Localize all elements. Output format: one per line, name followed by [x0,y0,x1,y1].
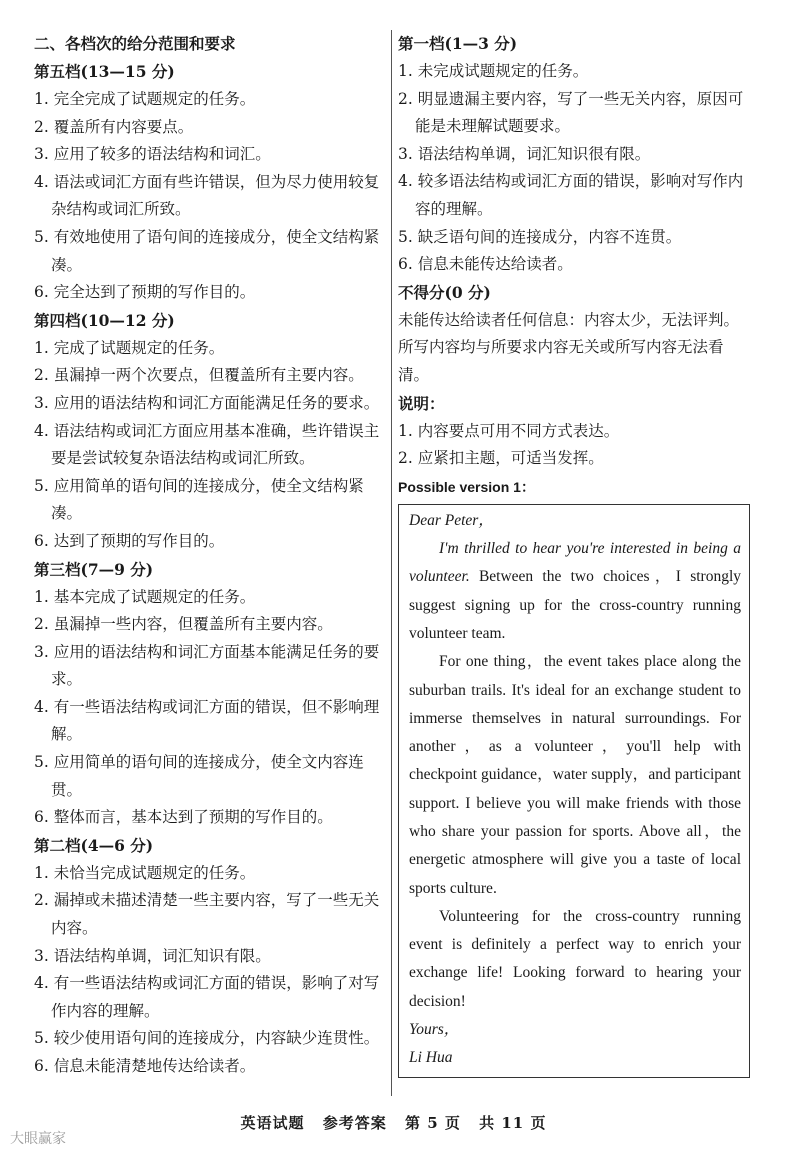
criteria-item: 6. 信息未能清楚地传达给读者。 [34,1057,256,1075]
criteria-item: 6. 整体而言，基本达到了预期的写作目的。 [34,808,333,827]
criteria-item: 1. 基本完成了试题规定的任务。 [34,587,256,606]
left-column [34,30,386,1081]
criteria-item: 4. 有一些语法结构或词汇方面的错误，影响了对写作内容的理解。 [34,974,380,1020]
zero-score-title: 不得分(0 分) [398,282,491,302]
criteria-item: 5. 有效地使用了语句间的连接成分，使全文结构紧凑。 [34,227,380,274]
criteria-item: 4. 较多语法结构或词汇方面的错误，影响对写作内容的理解。 [398,172,744,218]
criteria-item: 3. 应用的语法结构和词汇方面基本能满足任务的要求。 [34,642,380,689]
criteria-item: 3. 应用的语法结构和词汇方面能满足任务的要求。 [34,393,380,412]
letter-paragraph-1-italic: I'm thrilled to hear you're interested in being a volunteer. [409,540,741,586]
sample-letter [398,504,750,1078]
tier-title: 第四档(10—12 分) [34,310,175,330]
criteria-item: 5. 应用简单的语句间的连接成分，使全文结构紧凑。 [34,476,364,523]
footer-subject: 英语试题 [240,1114,305,1132]
criteria-item: 6. 达到了预期的写作目的。 [34,531,225,550]
criteria-item: 5. 较少使用语句间的连接成分，内容缺少连贯性。 [34,1029,380,1048]
note-item: 2. 应紧扣主题，可适当发挥。 [398,449,604,468]
tier-title: 第二档(4—6 分) [34,835,154,855]
criteria-item: 4. 语法或词汇方面有些许错误，但为尽力使用较复杂结构或词汇所致。 [34,172,380,219]
criteria-item: 2. 覆盖所有内容要点。 [34,117,194,136]
version-title: Possible version 1： [398,478,535,495]
letter-paragraph-3: Volunteering for the cross-country running event is definitely a perfect way to enrich your exchange life! Looking forward to hearing your decision! [409,907,741,1010]
criteria-item: 2. 虽漏掉一两个次要点，但覆盖所有主要内容。 [34,366,364,385]
letter-paragraph-2: For one thing，the event takes place along the suburban trails. It's ideal for an exchange student to immerse themselves in natural surroundings. For another，as a volunteer，you'll help with checkpoint guidance，water supply，and participant support. I believe you will make friends with those who share your passion for sports. Above all，the energetic atmosphere will give you a taste of local sports culture. [409,653,741,897]
footer-page: 第 5 页 [405,1114,461,1132]
letter-salutation: Dear Peter， [409,511,494,529]
tier-4 [34,307,386,556]
footer-total: 共 11 页 [479,1114,547,1132]
criteria-item: 3. 应用了较多的语法结构和词汇。 [34,145,271,164]
criteria-item: 1. 完成了试题规定的任务。 [34,338,225,357]
page-footer [0,1112,787,1133]
letter-paragraph-1-rest: Between the two choices，I strongly suggest signing up for the cross-country running volunteer team. [409,568,741,642]
criteria-item: 1. 未恰当完成试题规定的任务。 [34,863,256,882]
criteria-item: 4. 语法结构或词汇方面应用基本准确，些许错误主要是尝试较复杂语法结构或词汇所致。 [34,421,380,468]
tier-1 [398,30,750,279]
zero-score-text: 未能传达给读者任何信息：内容太少，无法评判。所写内容均与所要求内容无关或所写内容无法看清。 [398,310,740,384]
criteria-item: 1. 完全完成了试题规定的任务。 [34,90,256,108]
tier-5 [34,58,386,307]
criteria-item: 2. 虽漏掉一些内容，但覆盖所有主要内容。 [34,615,333,634]
criteria-item: 5. 应用简单的语句间的连接成分，使全文内容连贯。 [34,753,364,799]
tier-title: 第一档(1—3 分) [398,34,518,53]
tier-3 [34,556,386,832]
section-title: 二、各档次的给分范围和要求 [34,34,236,53]
letter-closing: Yours， [409,1021,460,1039]
letter-paragraph-1 [409,535,741,648]
criteria-item: 6. 信息未能传达给读者。 [398,255,573,274]
criteria-item: 1. 未完成试题规定的任务。 [398,62,589,80]
criteria-item: 2. 明显遗漏主要内容，写了一些无关内容，原因可能是未理解试题要求。 [398,89,744,136]
watermark-logo: 大眼赢家 [10,1131,66,1147]
right-column [398,30,750,1078]
criteria-item: 2. 漏掉或未描述清楚一些主要内容，写了一些无关内容。 [34,891,380,938]
note-item: 1. 内容要点可用不同方式表达。 [398,421,620,440]
criteria-item: 3. 语法结构单调，词汇知识很有限。 [398,144,651,163]
notes-title: 说明： [398,393,445,413]
footer-answers: 参考答案 [322,1114,387,1132]
criteria-item: 3. 语法结构单调，词汇知识有限。 [34,946,271,965]
criteria-item: 5. 缺乏语句间的连接成分，内容不连贯。 [398,227,682,246]
criteria-item: 4. 有一些语法结构或词汇方面的错误，但不影响理解。 [34,697,380,744]
tier-2 [34,832,386,1081]
criteria-item: 6. 完全达到了预期的写作目的。 [34,283,256,302]
tier-title: 第三档(7—9 分) [34,559,154,579]
zero-score [398,279,750,390]
notes [398,390,750,473]
letter-signature: Li Hua [409,1049,453,1067]
tier-title: 第五档(13—15 分) [34,62,175,81]
column-divider [391,30,392,1096]
